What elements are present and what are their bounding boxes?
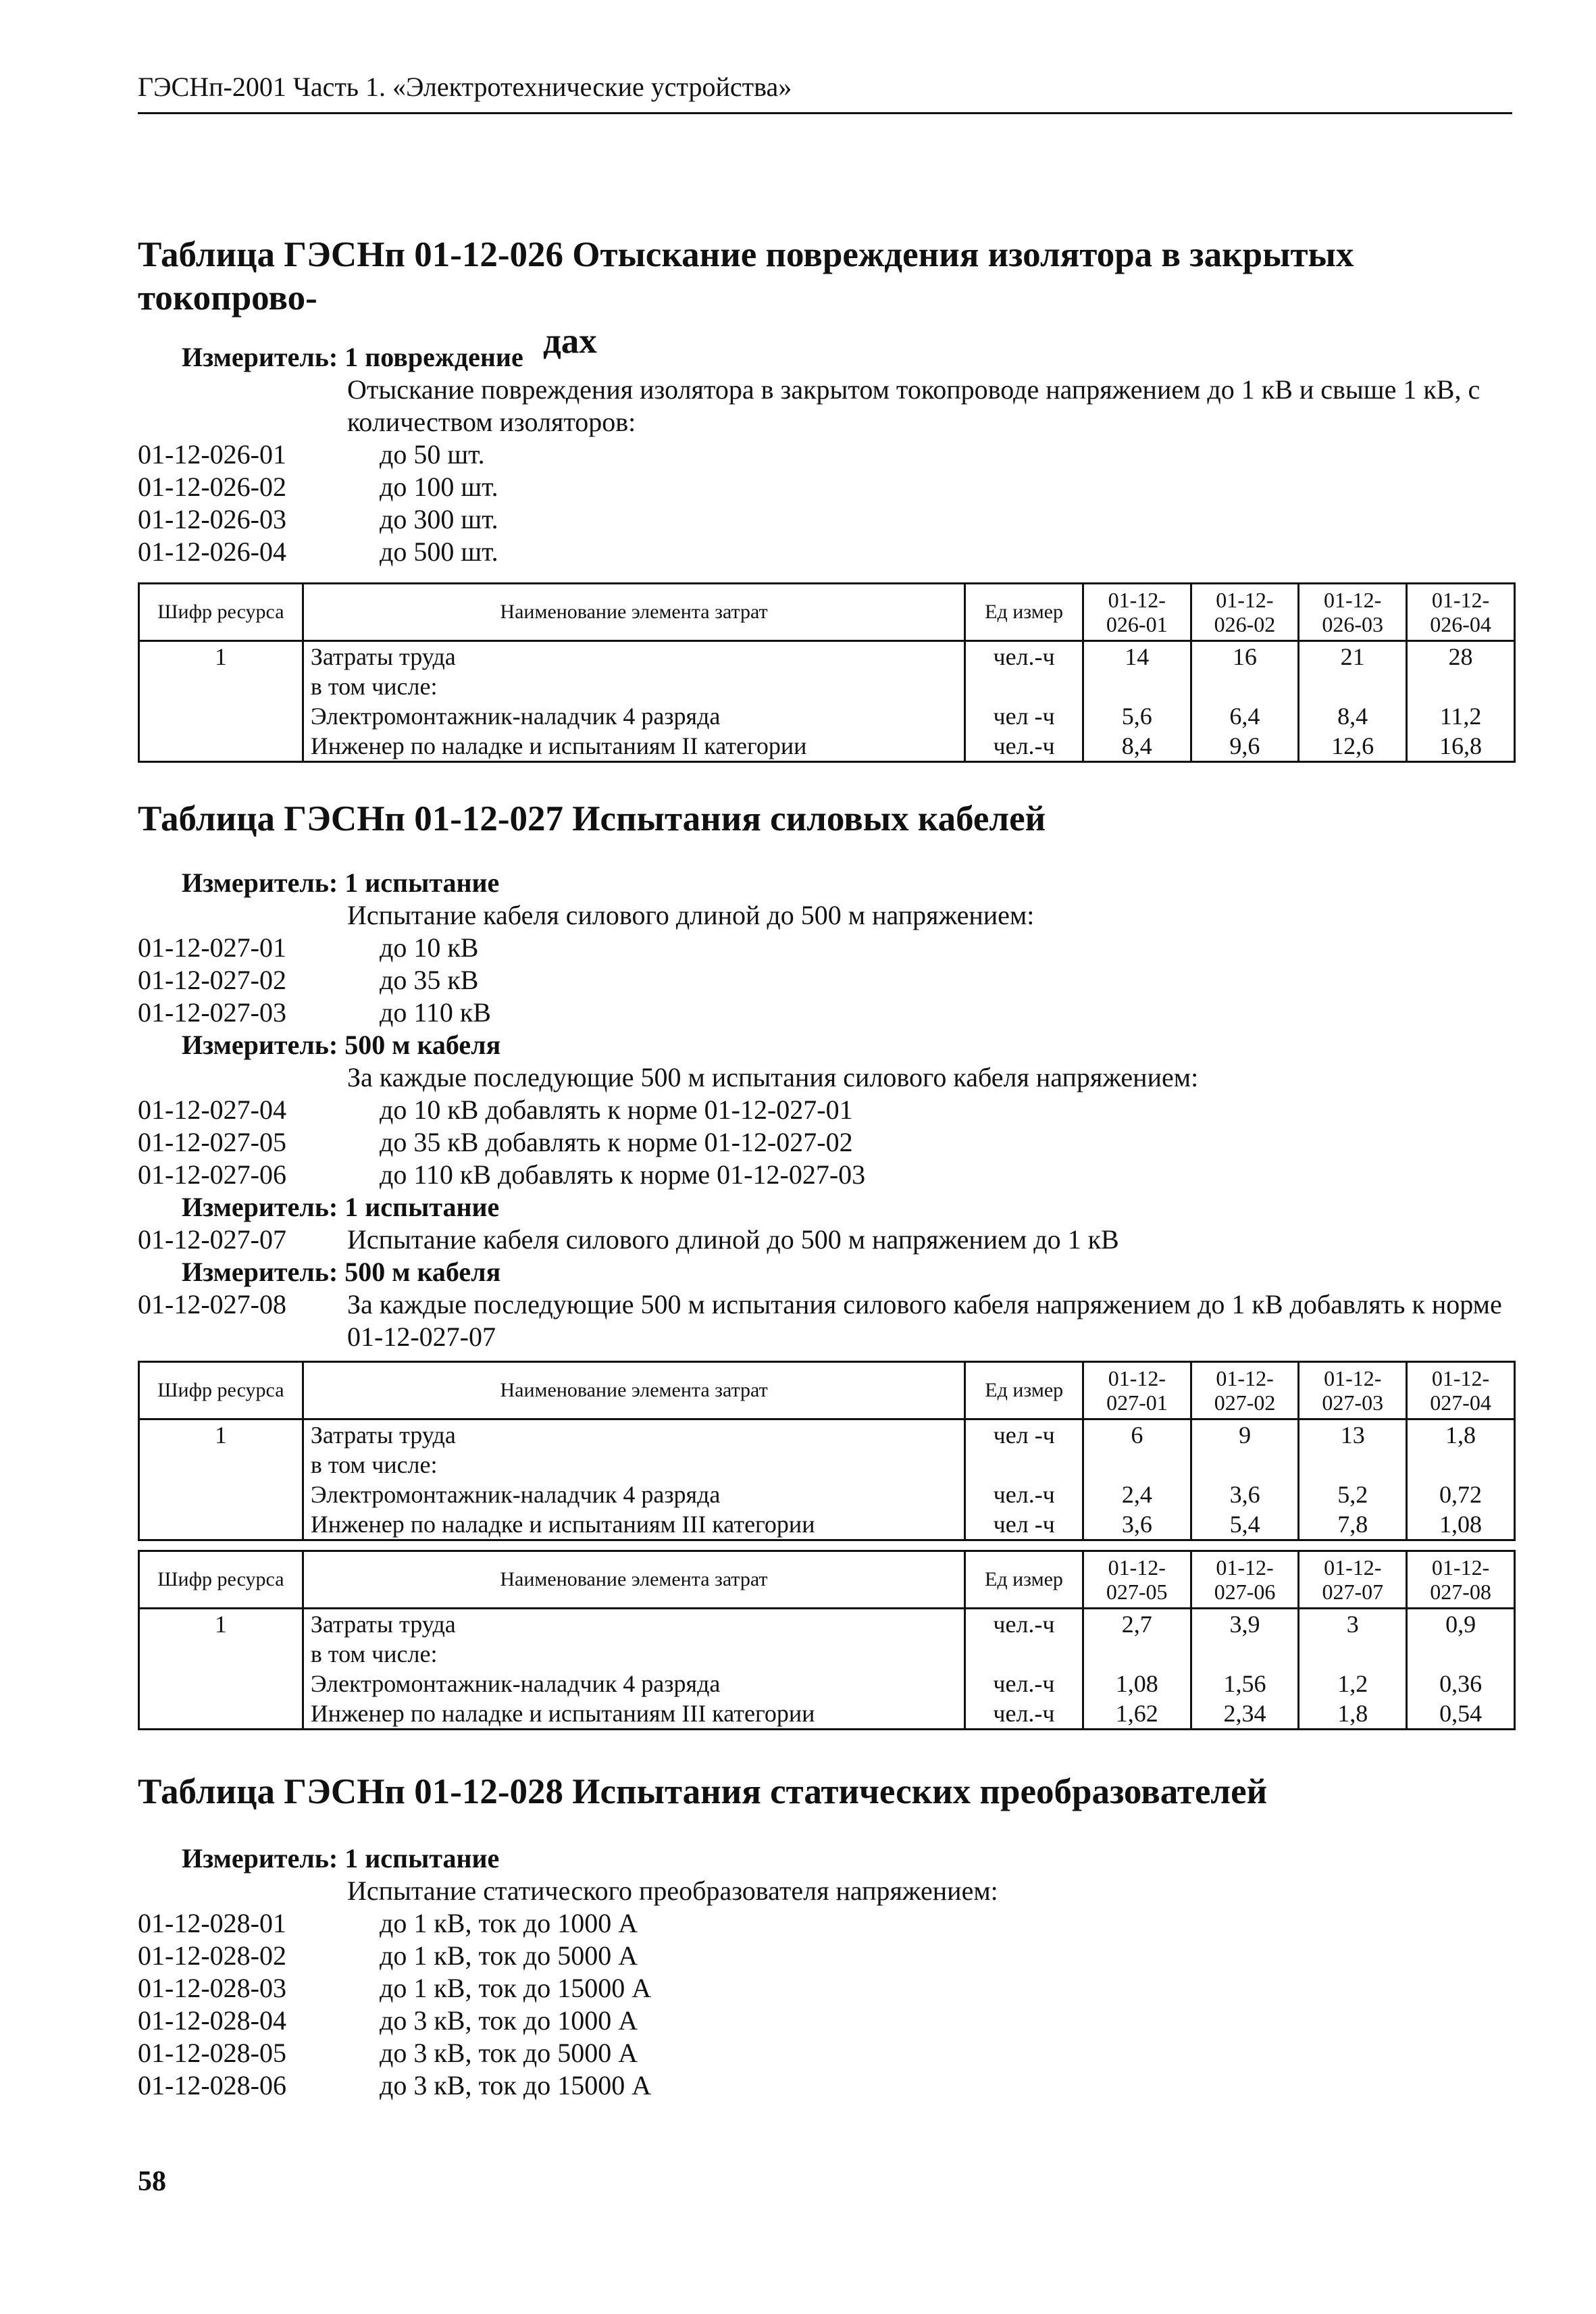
cell-name: Инженер по наладке и испытаниям II категории	[303, 731, 964, 762]
item-text: до 1 кВ, ток до 1000 А	[380, 1908, 638, 1938]
table-row	[139, 1509, 1515, 1540]
item-text: до 1 кВ, ток до 5000 А	[380, 1940, 638, 1971]
table-row	[139, 1419, 1515, 1451]
section-01-12-027	[138, 797, 1516, 840]
cell-unit: чел.-ч	[965, 641, 1083, 672]
cell-unit: чел -ч	[965, 1419, 1083, 1451]
cell-value: 0,9	[1407, 1609, 1515, 1640]
item-code: 01-12-028-05	[138, 2038, 286, 2068]
cell-value: 3,6	[1191, 1480, 1299, 1509]
measure-label: Измеритель:	[182, 1192, 338, 1222]
col-header-norm: 01-12-026-04	[1407, 584, 1515, 641]
list-item	[138, 1940, 1516, 1972]
item-code: 01-12-026-01	[138, 439, 286, 470]
table-row	[139, 1669, 1515, 1699]
cell-value: 21	[1299, 641, 1407, 672]
list-item	[138, 1907, 1516, 1940]
item-text: За каждые последующие 500 м испытания силового кабеля напряжением до 1 кВ добавлять к норме 01-12-027-07	[347, 1289, 1502, 1352]
measure-value: 500 м кабеля	[344, 1030, 501, 1060]
table-row	[139, 701, 1515, 731]
table-row	[139, 731, 1515, 762]
measure-line	[182, 1029, 1516, 1061]
cell-code: 1	[139, 1609, 303, 1640]
list-item	[138, 503, 1516, 536]
cell-name: Электромонтажник-наладчик 4 разряда	[303, 701, 964, 731]
item-description: Испытание кабеля силового длиной до 500 м напряжением:	[347, 900, 1035, 930]
cell-value: 7,8	[1299, 1509, 1407, 1540]
item-text: до 500 шт.	[380, 536, 498, 567]
cell-value: 1,2	[1299, 1669, 1407, 1699]
cell-value: 2,4	[1083, 1480, 1191, 1509]
resource-table-026	[138, 582, 1516, 763]
list-item	[138, 1224, 1516, 1256]
cell-value: 1,62	[1083, 1699, 1191, 1730]
table-row	[139, 1609, 1515, 1640]
measure-label: Измеритель:	[182, 342, 338, 372]
item-code: 01-12-028-02	[138, 1940, 286, 1971]
cell-value	[1299, 1450, 1407, 1480]
col-header-unit: Ед измер	[965, 1551, 1083, 1609]
table-header-row	[139, 584, 1515, 641]
col-header-norm: 01-12-027-03	[1299, 1362, 1407, 1419]
item-description: Испытание статического преобразователя напряжением:	[347, 1876, 998, 1906]
cell-value: 5,4	[1191, 1509, 1299, 1540]
list-item	[138, 471, 1516, 503]
table-row	[139, 641, 1515, 672]
cell-value: 5,2	[1299, 1480, 1407, 1509]
cell-code	[139, 701, 303, 731]
cell-value: 2,34	[1191, 1699, 1299, 1730]
cell-name: Затраты труда	[303, 1419, 965, 1451]
cell-value: 6	[1083, 1419, 1191, 1451]
item-code: 01-12-027-04	[138, 1095, 286, 1125]
list-item	[138, 536, 1516, 568]
list-item	[138, 2005, 1516, 2037]
item-code: 01-12-026-03	[138, 504, 286, 534]
table-title: Таблица ГЭСНп 01-12-027 Испытания силовых кабелей	[138, 799, 1046, 838]
cell-name: Инженер по наладке и испытаниям III категории	[303, 1509, 965, 1540]
col-header-unit: Ед измер	[965, 584, 1083, 641]
measure-line	[182, 1842, 1516, 1875]
measure-value: 1 испытание	[344, 867, 500, 898]
cell-value: 1,08	[1083, 1669, 1191, 1699]
cell-value	[1083, 1450, 1191, 1480]
cell-unit: чел.-ч	[965, 1699, 1083, 1730]
cell-name: Электромонтажник-наладчик 4 разряда	[303, 1669, 964, 1699]
item-code: 01-12-028-04	[138, 2005, 286, 2036]
col-header-name: Наименование элемента затрат	[303, 584, 964, 641]
measure-section-026	[138, 341, 1516, 568]
cell-unit: чел.-ч	[965, 731, 1083, 762]
cell-value: 28	[1407, 641, 1515, 672]
cell-name: в том числе:	[303, 1450, 965, 1480]
item-code: 01-12-027-06	[138, 1159, 286, 1190]
cell-code	[139, 731, 303, 762]
table-row	[139, 672, 1515, 701]
list-item	[138, 997, 1516, 1029]
cell-value: 11,2	[1407, 701, 1515, 731]
list-item	[138, 1094, 1516, 1126]
measure-value: 500 м кабеля	[344, 1257, 501, 1287]
item-text: до 110 кВ добавлять к норме 01-12-027-03	[380, 1159, 866, 1190]
cell-name: в том числе:	[303, 1639, 964, 1669]
item-code: 01-12-026-02	[138, 472, 286, 502]
cell-value	[1407, 1639, 1515, 1669]
item-text: до 3 кВ, ток до 15000 А	[380, 2070, 652, 2101]
col-header-norm: 01-12-027-06	[1191, 1551, 1299, 1609]
cell-value: 3,9	[1191, 1609, 1299, 1640]
resource-table	[138, 1361, 1516, 1541]
cell-code: 1	[139, 641, 303, 672]
cell-value: 16	[1191, 641, 1299, 672]
cell-code	[139, 1480, 303, 1509]
list-item	[138, 932, 1516, 964]
item-text: до 300 шт.	[380, 504, 498, 534]
cell-value: 3,6	[1083, 1509, 1191, 1540]
cell-value: 1,8	[1407, 1419, 1515, 1451]
cell-name: Затраты труда	[303, 641, 964, 672]
cell-value: 0,36	[1407, 1669, 1515, 1699]
item-text: Испытание кабеля силового длиной до 500 м напряжением до 1 кВ	[347, 1224, 1119, 1255]
list-item	[138, 1288, 1516, 1353]
col-header-norm: 01-12-027-07	[1299, 1551, 1407, 1609]
item-text: до 35 кВ	[380, 965, 479, 995]
col-header-name: Наименование элемента затрат	[303, 1551, 964, 1609]
page-header: ГЭСНп-2001 Часть 1. «Электротехнические устройства»	[138, 71, 1512, 114]
item-text: до 110 кВ	[380, 997, 491, 1028]
col-header-norm: 01-12-027-04	[1407, 1362, 1515, 1419]
section-01-12-028	[138, 1770, 1516, 1813]
cell-code: 1	[139, 1419, 303, 1451]
cell-name: в том числе:	[303, 672, 964, 701]
item-description: За каждые последующие 500 м испытания силового кабеля напряжением:	[347, 1062, 1199, 1092]
col-header-norm: 01-12-026-02	[1191, 584, 1299, 641]
table-title: Таблица ГЭСНп 01-12-026 Отыскание повреждения изолятора в закрытых токопрово-	[138, 235, 1354, 318]
col-header-norm: 01-12-026-03	[1299, 584, 1407, 641]
cell-value: 8,4	[1299, 701, 1407, 731]
table-header-row	[139, 1551, 1515, 1609]
list-item	[138, 1126, 1516, 1159]
list-item	[138, 964, 1516, 997]
measure-label: Измеритель:	[182, 867, 338, 898]
item-text: до 3 кВ, ток до 5000 А	[380, 2038, 638, 2068]
cell-unit: чел -ч	[965, 701, 1083, 731]
cell-unit: чел -ч	[965, 1509, 1083, 1540]
cell-value: 0,54	[1407, 1699, 1515, 1730]
item-text: до 50 шт.	[380, 439, 485, 470]
cell-value: 9	[1191, 1419, 1299, 1451]
table-title-cont: дах	[543, 322, 597, 361]
measure-line	[182, 1256, 1516, 1288]
cell-value	[1083, 1639, 1191, 1669]
item-text: до 100 шт.	[380, 472, 498, 502]
cell-unit	[965, 1639, 1083, 1669]
cell-code	[139, 1669, 303, 1699]
col-header-norm: 01-12-026-01	[1083, 584, 1191, 641]
cell-value: 12,6	[1299, 731, 1407, 762]
cell-value: 6,4	[1191, 701, 1299, 731]
item-code: 01-12-027-08	[138, 1289, 286, 1319]
item-text: до 35 кВ добавлять к норме 01-12-027-02	[380, 1127, 853, 1157]
cell-name: Инженер по наладке и испытаниям III категории	[303, 1699, 964, 1730]
item-code: 01-12-028-06	[138, 2070, 286, 2101]
table-row	[139, 1639, 1515, 1669]
item-code: 01-12-028-01	[138, 1908, 286, 1938]
cell-value	[1191, 1639, 1299, 1669]
cell-unit: чел.-ч	[965, 1669, 1083, 1699]
cell-value: 14	[1083, 641, 1191, 672]
list-item	[138, 2037, 1516, 2069]
cell-code	[139, 1450, 303, 1480]
page-number: 58	[138, 2166, 166, 2197]
item-code: 01-12-027-05	[138, 1127, 286, 1157]
cell-value	[1299, 672, 1407, 701]
measure-label: Измеритель:	[182, 1843, 338, 1873]
item-text: до 1 кВ, ток до 15000 А	[380, 1973, 652, 2003]
cell-value: 13	[1299, 1419, 1407, 1451]
resource-table-027b	[138, 1550, 1516, 1730]
measure-section-027	[138, 867, 1516, 1353]
cell-value	[1407, 1450, 1515, 1480]
cell-value: 0,72	[1407, 1480, 1515, 1509]
table-title: Таблица ГЭСНп 01-12-028 Испытания статических преобразователей	[138, 1772, 1268, 1811]
col-header-name: Наименование элемента затрат	[303, 1362, 965, 1419]
cell-value: 3	[1299, 1609, 1407, 1640]
measure-line	[182, 1191, 1516, 1224]
col-header-norm: 01-12-027-05	[1083, 1551, 1191, 1609]
list-item	[138, 1159, 1516, 1191]
table-row	[139, 1450, 1515, 1480]
col-header-norm: 01-12-027-08	[1407, 1551, 1515, 1609]
cell-value	[1191, 1450, 1299, 1480]
cell-unit: чел.-ч	[965, 1480, 1083, 1509]
measure-label: Измеритель:	[182, 1257, 338, 1287]
item-code: 01-12-027-01	[138, 932, 286, 963]
table-row	[139, 1699, 1515, 1730]
measure-value: 1 испытание	[344, 1843, 500, 1873]
col-header-code: Шифр ресурса	[139, 1551, 303, 1609]
measure-line	[182, 867, 1516, 899]
item-text: до 10 кВ	[380, 932, 479, 963]
measure-label: Измеритель:	[182, 1030, 338, 1060]
col-header-code: Шифр ресурса	[139, 1362, 303, 1419]
cell-value	[1191, 672, 1299, 701]
resource-table	[138, 582, 1516, 763]
list-item	[138, 438, 1516, 471]
item-text: до 10 кВ добавлять к норме 01-12-027-01	[380, 1095, 853, 1125]
resource-table-027a	[138, 1361, 1516, 1541]
cell-code	[139, 1699, 303, 1730]
cell-name: Затраты труда	[303, 1609, 964, 1640]
cell-value: 1,8	[1299, 1699, 1407, 1730]
item-code: 01-12-027-07	[138, 1224, 286, 1255]
cell-value: 5,6	[1083, 701, 1191, 731]
item-code: 01-12-028-03	[138, 1973, 286, 2003]
cell-value	[1407, 672, 1515, 701]
cell-value: 8,4	[1083, 731, 1191, 762]
cell-value: 16,8	[1407, 731, 1515, 762]
col-header-norm: 01-12-027-02	[1191, 1362, 1299, 1419]
table-header-row	[139, 1362, 1515, 1419]
list-item	[138, 1972, 1516, 2005]
cell-unit	[965, 1450, 1083, 1480]
item-code: 01-12-027-02	[138, 965, 286, 995]
measure-value: 1 испытание	[344, 1192, 500, 1222]
cell-unit: чел.-ч	[965, 1609, 1083, 1640]
measure-section-028	[138, 1842, 1516, 2102]
cell-name: Электромонтажник-наладчик 4 разряда	[303, 1480, 965, 1509]
col-header-unit: Ед измер	[965, 1362, 1083, 1419]
list-item	[138, 2069, 1516, 2102]
cell-value: 1,08	[1407, 1509, 1515, 1540]
item-code: 01-12-027-03	[138, 997, 286, 1028]
col-header-norm: 01-12-027-01	[1083, 1362, 1191, 1419]
cell-code	[139, 672, 303, 701]
cell-value: 9,6	[1191, 731, 1299, 762]
cell-value	[1083, 672, 1191, 701]
cell-code	[139, 1509, 303, 1540]
measure-line	[182, 341, 1516, 374]
measure-value: 1 повреждение	[344, 342, 523, 372]
cell-value: 1,56	[1191, 1669, 1299, 1699]
item-text: до 3 кВ, ток до 1000 А	[380, 2005, 638, 2036]
table-row	[139, 1480, 1515, 1509]
item-code: 01-12-026-04	[138, 536, 286, 567]
cell-code	[139, 1639, 303, 1669]
col-header-code: Шифр ресурса	[139, 584, 303, 641]
cell-value: 2,7	[1083, 1609, 1191, 1640]
item-description: Отыскание повреждения изолятора в закрытом токопроводе напряжением до 1 кВ и свыше 1 кВ, с количеством изоляторов:	[347, 374, 1481, 437]
resource-table	[138, 1550, 1516, 1730]
cell-unit	[965, 672, 1083, 701]
cell-value	[1299, 1639, 1407, 1669]
